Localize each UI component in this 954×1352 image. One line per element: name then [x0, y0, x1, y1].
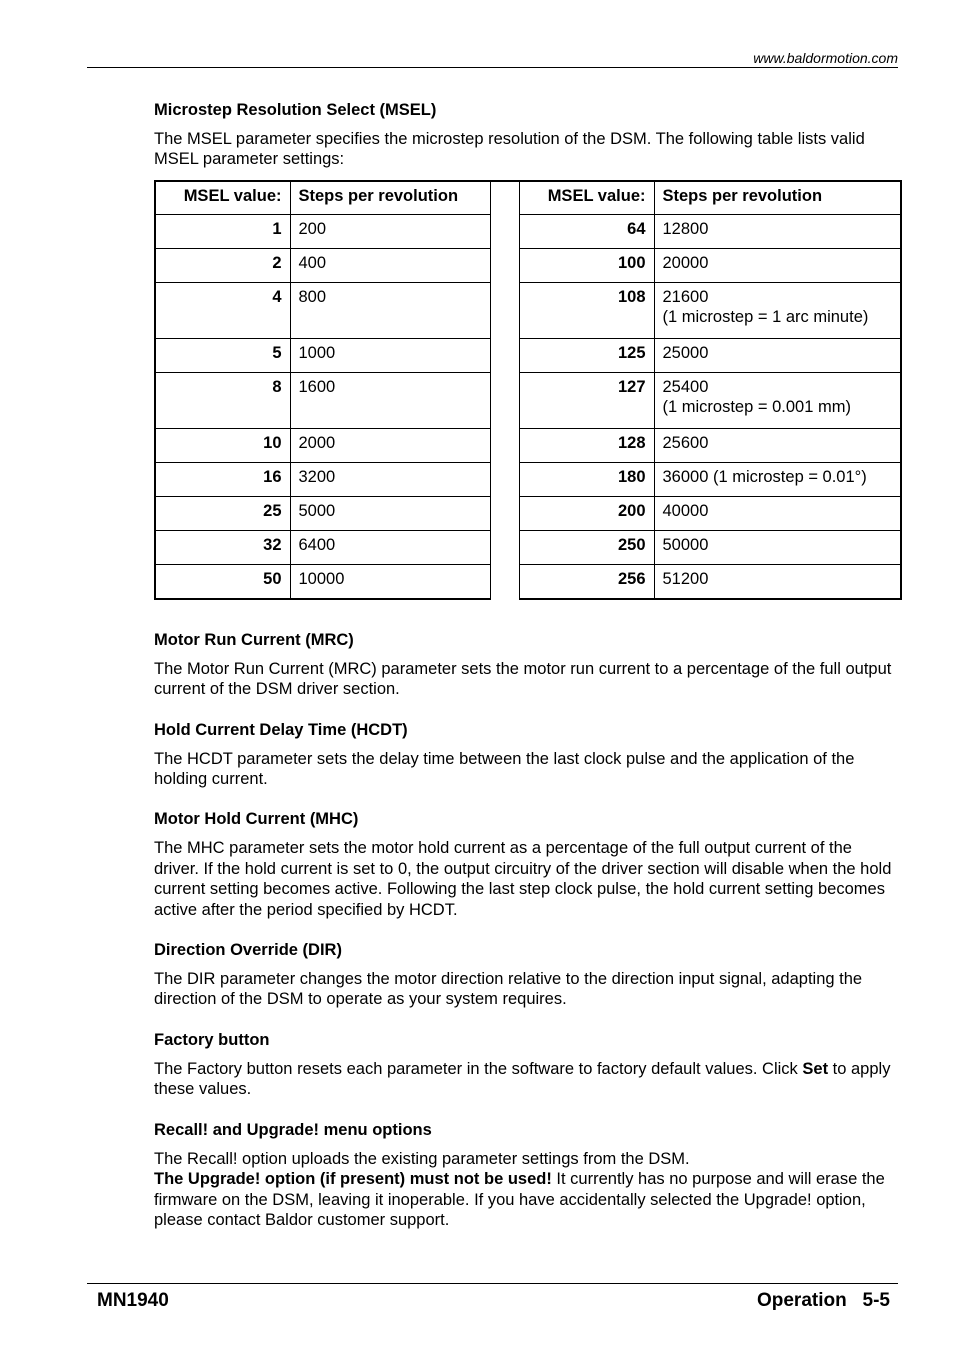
table-gap: [490, 462, 519, 496]
upgrade-warning-rest: It currently has no purpose and will erase the firmware on the DSM, leaving it inoperable. If you have accidentally selected the Upgrade! option, please contact Baldor customer support.: [154, 1170, 885, 1229]
msel-value-left: [155, 372, 290, 428]
steps-left: [290, 338, 490, 372]
table-gap: [490, 338, 519, 372]
recall-heading: Recall! and Upgrade! menu options: [154, 1120, 432, 1139]
steps-left-text: 2000: [298, 433, 336, 452]
table-row: [155, 282, 901, 338]
factory-text-after: to apply these values.: [154, 1059, 891, 1099]
mrc-heading: Motor Run Current (MRC): [154, 630, 354, 649]
col-header-msel-value-right: MSEL value:: [519, 181, 654, 215]
hcdt-heading: Hold Current Delay Time (HCDT): [154, 720, 408, 739]
table-row: [155, 338, 901, 372]
steps-right: [654, 214, 901, 248]
steps-right-text: 25400: [662, 377, 709, 396]
factory-text: [154, 1059, 899, 1100]
msel-value-left-text: 5: [272, 343, 282, 362]
msel-value-right-text: 250: [617, 535, 646, 554]
steps-left: [290, 462, 490, 496]
steps-left: [290, 282, 490, 338]
steps-right-text: 51200: [662, 569, 709, 588]
dir-heading: Direction Override (DIR): [154, 941, 342, 960]
msel-value-right-text: 200: [617, 501, 646, 520]
footer-page-number: Operation 5-5: [756, 1290, 890, 1311]
table-row: [155, 496, 901, 530]
footer-rule: [87, 1283, 898, 1284]
msel-value-right-text: 180: [617, 467, 646, 486]
steps-right: [654, 462, 901, 496]
dir-text: The DIR parameter changes the motor direction relative to the direction input signal, adapting the direction of the DSM to operate as your system requires.: [154, 970, 863, 1009]
mhc-heading: Motor Hold Current (MHC): [154, 810, 359, 829]
msel-value-left: [155, 462, 290, 496]
msel-value-left: [155, 496, 290, 530]
msel-value-right: [519, 496, 654, 530]
msel-value-left: [155, 428, 290, 462]
footer-manual-number: MN1940: [97, 1290, 169, 1311]
header-rule: [87, 67, 898, 68]
table-gap: [490, 496, 519, 530]
steps-right-text: 21600: [662, 287, 709, 306]
col-header-steps-right: Steps per revolution: [654, 181, 901, 215]
col-header-steps-left: Steps per revolution: [290, 181, 490, 215]
steps-left-text: 1000: [298, 343, 336, 362]
col-header-msel-value-left: MSEL value:: [155, 181, 290, 215]
steps-left: [290, 496, 490, 530]
msel-heading: Microstep Resolution Select (MSEL): [154, 101, 437, 119]
table-row: [155, 248, 901, 282]
steps-left: [290, 248, 490, 282]
msel-value-right: [519, 214, 654, 248]
steps-right-text: 25600: [662, 433, 709, 452]
steps-left-text: 5000: [298, 501, 336, 520]
table-row: [155, 530, 901, 564]
msel-value-left: [155, 282, 290, 338]
table-gap: [490, 564, 519, 599]
msel-value-right-text: 125: [617, 343, 646, 362]
msel-value-right: [519, 564, 654, 599]
steps-left-text: 200: [298, 219, 327, 238]
steps-right-text: 20000: [662, 253, 709, 272]
table-row: [155, 214, 901, 248]
table-gap: [490, 282, 519, 338]
header-url: www.baldormotion.com: [753, 50, 898, 66]
steps-left-text: 10000: [298, 569, 345, 588]
msel-value-right-text: 127: [617, 377, 646, 396]
steps-left-text: 6400: [298, 535, 336, 554]
msel-value-right-text: 108: [617, 287, 646, 306]
msel-value-left: [155, 248, 290, 282]
steps-left: [290, 530, 490, 564]
steps-right: [654, 248, 901, 282]
steps-right-text: 25000: [662, 343, 709, 362]
msel-value-right-text: 256: [617, 569, 646, 588]
msel-value-right-text: 128: [617, 433, 646, 452]
table-gap: [490, 530, 519, 564]
steps-right-text: 36000 (1 microstep = 0.01°): [662, 467, 867, 486]
steps-right-text: 12800: [662, 219, 709, 238]
msel-value-right-text: 64: [627, 219, 646, 238]
page-content: [154, 100, 899, 1230]
steps-left-text: 800: [298, 287, 327, 306]
table-gap: [490, 428, 519, 462]
msel-value-left-text: 10: [263, 433, 282, 452]
msel-value-right: [519, 248, 654, 282]
msel-value-right: [519, 338, 654, 372]
msel-value-right: [519, 462, 654, 496]
msel-intro: The MSEL parameter specifies the microstep resolution of the DSM. The following table lists valid MSEL parameter settings:: [154, 130, 865, 169]
msel-value-left: [155, 214, 290, 248]
msel-value-left-text: 1: [272, 219, 282, 238]
msel-value-left: [155, 338, 290, 372]
msel-value-right: [519, 282, 654, 338]
steps-left-text: 3200: [298, 467, 336, 486]
recall-text: The Recall! option uploads the existing parameter settings from the DSM.: [154, 1149, 690, 1168]
table-gap: [490, 372, 519, 428]
steps-left-text: 400: [298, 253, 327, 272]
table-header-row: [155, 181, 901, 215]
msel-value-left-text: 16: [263, 467, 282, 486]
msel-table: [154, 180, 902, 600]
msel-value-left: [155, 564, 290, 599]
steps-right: [654, 564, 901, 599]
table-gap: [490, 181, 519, 215]
mhc-text: The MHC parameter sets the motor hold current as a percentage of the full output current of the driver. If the hold current is set to 0, the output circuitry of the driver section will disable when the hold current setting becomes active. Following the last step clock pulse, the hold current setting becomes active after the period specified by HCDT.: [154, 839, 892, 919]
steps-right: [654, 282, 901, 338]
steps-right: [654, 428, 901, 462]
msel-value-right: [519, 530, 654, 564]
upgrade-warning: [154, 1169, 899, 1230]
upgrade-warning-bold: The Upgrade! option (if present) must not be used!: [154, 1170, 552, 1189]
msel-value-left-text: 2: [272, 253, 282, 272]
steps-right-text: 40000: [662, 501, 709, 520]
table-row: [155, 462, 901, 496]
steps-right: [654, 338, 901, 372]
table-gap: [490, 248, 519, 282]
steps-right: [654, 372, 901, 428]
factory-set-bold: Set: [802, 1059, 829, 1078]
mrc-text: The Motor Run Current (MRC) parameter sets the motor run current to a percentage of the full output current of the DSM driver section.: [154, 659, 892, 699]
msel-value-left: [155, 530, 290, 564]
steps-right-note: (1 microstep = 1 arc minute): [662, 307, 869, 326]
steps-left: [290, 214, 490, 248]
table-row: [155, 372, 901, 428]
msel-value-left-text: 8: [272, 377, 282, 396]
steps-right: [654, 496, 901, 530]
steps-right: [654, 530, 901, 564]
steps-right-note: (1 microstep = 0.001 mm): [662, 397, 851, 416]
msel-value-left-text: 32: [263, 535, 282, 554]
msel-value-right-text: 100: [617, 253, 646, 272]
msel-value-left-text: 25: [263, 501, 282, 520]
table-gap: [490, 214, 519, 248]
steps-left: [290, 564, 490, 599]
msel-value-right: [519, 428, 654, 462]
msel-value-left-text: 4: [272, 287, 282, 306]
steps-left-text: 1600: [298, 377, 336, 396]
steps-left: [290, 428, 490, 462]
msel-value-right: [519, 372, 654, 428]
table-row: [155, 428, 901, 462]
table-row: [155, 564, 901, 599]
hcdt-text: The HCDT parameter sets the delay time between the last clock pulse and the application of the holding current.: [154, 749, 855, 789]
steps-left: [290, 372, 490, 428]
factory-text-before: The Factory button resets each parameter in the software to factory default values. Click: [154, 1059, 803, 1078]
steps-right-text: 50000: [662, 535, 709, 554]
msel-value-left-text: 50: [263, 569, 282, 588]
factory-heading: Factory button: [154, 1030, 270, 1049]
